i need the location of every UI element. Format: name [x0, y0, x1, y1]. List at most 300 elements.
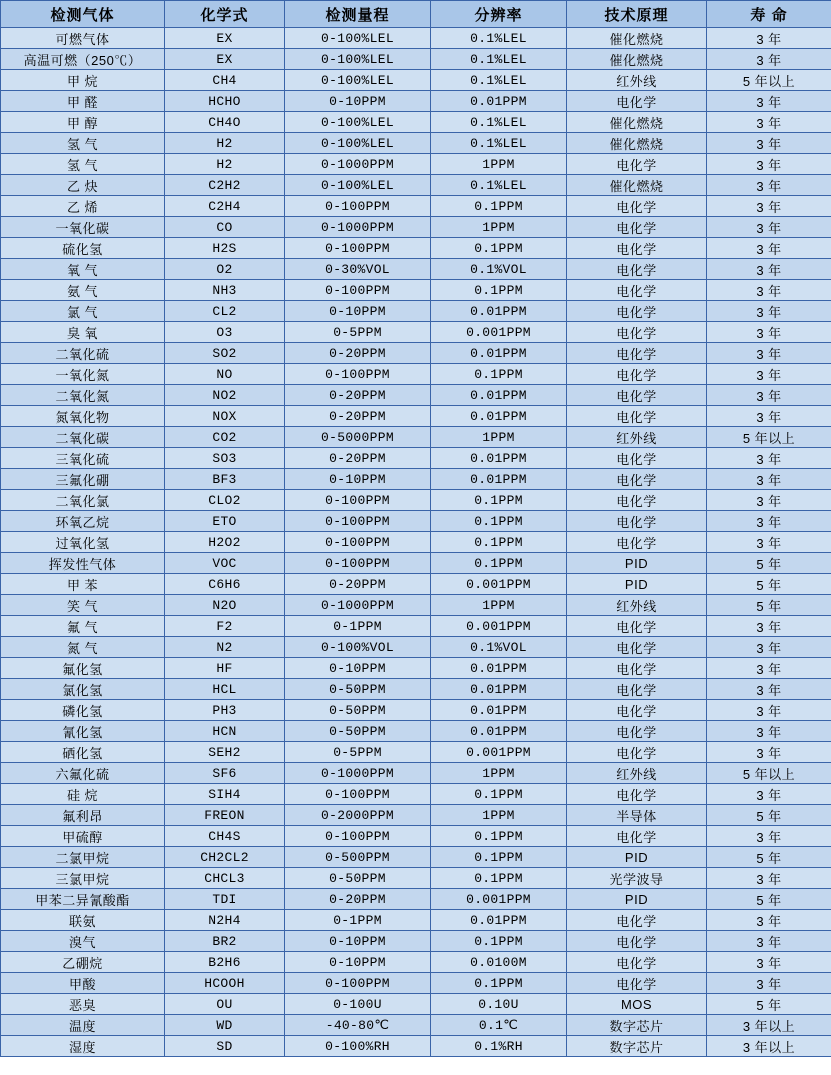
cell-detection-range: 0-100%RH [285, 1036, 431, 1057]
cell-resolution: 0.01PPM [431, 385, 567, 406]
cell-technology: 电化学 [567, 196, 707, 217]
cell-gas-name: 硅 烷 [1, 784, 165, 805]
cell-detection-range: 0-100PPM [285, 826, 431, 847]
cell-resolution: 0.1%LEL [431, 133, 567, 154]
table-header [1, 1, 831, 28]
cell-detection-range: 0-30%VOL [285, 259, 431, 280]
cell-detection-range: 0-1PPM [285, 910, 431, 931]
table-row [1, 448, 831, 469]
cell-gas-name: 硒化氢 [1, 742, 165, 763]
cell-resolution: 1PPM [431, 763, 567, 784]
cell-resolution: 0.1PPM [431, 238, 567, 259]
cell-resolution: 0.1PPM [431, 196, 567, 217]
table-row [1, 238, 831, 259]
cell-lifespan: 3 年 [707, 490, 831, 511]
cell-technology: 电化学 [567, 238, 707, 259]
cell-gas-name: 三氟化硼 [1, 469, 165, 490]
cell-technology: 电化学 [567, 322, 707, 343]
cell-resolution: 0.1PPM [431, 490, 567, 511]
cell-chemical-formula: SO3 [165, 448, 285, 469]
cell-resolution: 0.1%VOL [431, 259, 567, 280]
cell-chemical-formula: VOC [165, 553, 285, 574]
cell-lifespan: 3 年 [707, 826, 831, 847]
cell-resolution: 0.1PPM [431, 826, 567, 847]
cell-detection-range: 0-1PPM [285, 616, 431, 637]
cell-lifespan: 3 年 [707, 301, 831, 322]
cell-resolution: 0.1%LEL [431, 112, 567, 133]
cell-lifespan: 3 年 [707, 133, 831, 154]
cell-chemical-formula: HF [165, 658, 285, 679]
cell-detection-range: 0-100PPM [285, 784, 431, 805]
cell-gas-name: 二氯甲烷 [1, 847, 165, 868]
cell-technology: 电化学 [567, 406, 707, 427]
cell-technology: 电化学 [567, 259, 707, 280]
cell-gas-name: 乙 烯 [1, 196, 165, 217]
cell-gas-name: 挥发性气体 [1, 553, 165, 574]
cell-technology: 电化学 [567, 280, 707, 301]
column-header-technology: 技术原理 [567, 1, 707, 28]
cell-technology: 电化学 [567, 364, 707, 385]
cell-technology: 催化燃烧 [567, 175, 707, 196]
cell-chemical-formula: FREON [165, 805, 285, 826]
cell-technology: 电化学 [567, 616, 707, 637]
cell-detection-range: 0-100%LEL [285, 28, 431, 49]
cell-resolution: 0.1%LEL [431, 28, 567, 49]
cell-technology: 数字芯片 [567, 1036, 707, 1057]
cell-chemical-formula: N2H4 [165, 910, 285, 931]
cell-detection-range: 0-50PPM [285, 700, 431, 721]
cell-chemical-formula: CL2 [165, 301, 285, 322]
cell-lifespan: 3 年 [707, 868, 831, 889]
cell-chemical-formula: SF6 [165, 763, 285, 784]
table-row [1, 322, 831, 343]
cell-technology: 电化学 [567, 910, 707, 931]
cell-lifespan: 3 年 [707, 112, 831, 133]
table-row [1, 574, 831, 595]
cell-chemical-formula: CH4S [165, 826, 285, 847]
cell-detection-range: 0-50PPM [285, 721, 431, 742]
cell-gas-name: 湿度 [1, 1036, 165, 1057]
table-row [1, 700, 831, 721]
cell-resolution: 0.01PPM [431, 343, 567, 364]
table-row [1, 532, 831, 553]
table-row [1, 658, 831, 679]
cell-resolution: 1PPM [431, 217, 567, 238]
cell-detection-range: 0-100PPM [285, 553, 431, 574]
cell-lifespan: 5 年 [707, 553, 831, 574]
cell-technology: MOS [567, 994, 707, 1015]
cell-detection-range: 0-100PPM [285, 238, 431, 259]
table-row [1, 217, 831, 238]
cell-chemical-formula: CO2 [165, 427, 285, 448]
cell-resolution: 0.1%LEL [431, 70, 567, 91]
table-row [1, 175, 831, 196]
cell-resolution: 0.0100M [431, 952, 567, 973]
cell-detection-range: 0-20PPM [285, 889, 431, 910]
cell-technology: 电化学 [567, 154, 707, 175]
cell-technology: 电化学 [567, 469, 707, 490]
cell-resolution: 0.01PPM [431, 301, 567, 322]
table-row [1, 364, 831, 385]
cell-resolution: 0.01PPM [431, 91, 567, 112]
column-header-lifespan: 寿 命 [707, 1, 831, 28]
cell-chemical-formula: C2H2 [165, 175, 285, 196]
cell-gas-name: 六氟化硫 [1, 763, 165, 784]
cell-detection-range: 0-500PPM [285, 847, 431, 868]
cell-lifespan: 3 年 [707, 322, 831, 343]
cell-detection-range: 0-2000PPM [285, 805, 431, 826]
table-row [1, 28, 831, 49]
cell-resolution: 0.1PPM [431, 868, 567, 889]
cell-detection-range: 0-100PPM [285, 532, 431, 553]
cell-resolution: 0.1PPM [431, 847, 567, 868]
cell-detection-range: 0-1000PPM [285, 217, 431, 238]
cell-detection-range: 0-1000PPM [285, 595, 431, 616]
cell-technology: 电化学 [567, 490, 707, 511]
cell-technology: 红外线 [567, 427, 707, 448]
cell-gas-name: 甲 烷 [1, 70, 165, 91]
cell-lifespan: 3 年 [707, 364, 831, 385]
cell-gas-name: 溴气 [1, 931, 165, 952]
table-row [1, 490, 831, 511]
cell-detection-range: 0-10PPM [285, 952, 431, 973]
cell-detection-range: 0-10PPM [285, 301, 431, 322]
cell-gas-name: 氨 气 [1, 280, 165, 301]
table-row [1, 469, 831, 490]
cell-lifespan: 3 年 [707, 700, 831, 721]
table-row [1, 511, 831, 532]
table-row [1, 826, 831, 847]
cell-detection-range: 0-10PPM [285, 931, 431, 952]
cell-resolution: 0.1%LEL [431, 49, 567, 70]
table-row [1, 343, 831, 364]
cell-resolution: 0.1PPM [431, 364, 567, 385]
cell-gas-name: 氰化氢 [1, 721, 165, 742]
cell-gas-name: 硫化氢 [1, 238, 165, 259]
cell-lifespan: 3 年 [707, 217, 831, 238]
cell-technology: 电化学 [567, 448, 707, 469]
cell-gas-name: 可燃气体 [1, 28, 165, 49]
cell-chemical-formula: HCOOH [165, 973, 285, 994]
table-body [1, 28, 831, 1057]
cell-lifespan: 3 年 [707, 616, 831, 637]
table-row [1, 70, 831, 91]
table-row [1, 280, 831, 301]
cell-chemical-formula: CH2CL2 [165, 847, 285, 868]
cell-chemical-formula: CO [165, 217, 285, 238]
cell-lifespan: 3 年 [707, 259, 831, 280]
table-row [1, 679, 831, 700]
table-header-row [1, 1, 831, 28]
cell-lifespan: 3 年 [707, 721, 831, 742]
cell-detection-range: 0-5PPM [285, 322, 431, 343]
cell-lifespan: 3 年 [707, 28, 831, 49]
cell-detection-range: 0-10PPM [285, 91, 431, 112]
cell-lifespan: 5 年 [707, 574, 831, 595]
cell-resolution: 0.001PPM [431, 616, 567, 637]
cell-chemical-formula: H2S [165, 238, 285, 259]
cell-chemical-formula: C2H4 [165, 196, 285, 217]
cell-resolution: 0.1PPM [431, 280, 567, 301]
cell-lifespan: 3 年 [707, 952, 831, 973]
cell-gas-name: 甲硫醇 [1, 826, 165, 847]
cell-detection-range: 0-100PPM [285, 364, 431, 385]
table-row [1, 553, 831, 574]
cell-chemical-formula: CLO2 [165, 490, 285, 511]
cell-chemical-formula: O2 [165, 259, 285, 280]
cell-detection-range: 0-5PPM [285, 742, 431, 763]
column-header-resolution: 分辨率 [431, 1, 567, 28]
cell-gas-name: 氯 气 [1, 301, 165, 322]
cell-detection-range: 0-20PPM [285, 385, 431, 406]
cell-resolution: 0.01PPM [431, 658, 567, 679]
cell-resolution: 0.001PPM [431, 322, 567, 343]
cell-technology: 催化燃烧 [567, 28, 707, 49]
cell-lifespan: 3 年 [707, 469, 831, 490]
cell-chemical-formula: BR2 [165, 931, 285, 952]
cell-detection-range: 0-10PPM [285, 469, 431, 490]
cell-resolution: 1PPM [431, 595, 567, 616]
table-row [1, 301, 831, 322]
cell-gas-name: 笑 气 [1, 595, 165, 616]
cell-gas-name: 氯化氢 [1, 679, 165, 700]
cell-lifespan: 3 年 [707, 406, 831, 427]
cell-technology: 电化学 [567, 742, 707, 763]
cell-technology: 电化学 [567, 826, 707, 847]
cell-chemical-formula: H2 [165, 133, 285, 154]
cell-chemical-formula: NO2 [165, 385, 285, 406]
cell-detection-range: 0-20PPM [285, 343, 431, 364]
cell-lifespan: 3 年 [707, 532, 831, 553]
cell-lifespan: 5 年 [707, 847, 831, 868]
table-row [1, 91, 831, 112]
cell-gas-name: 甲酸 [1, 973, 165, 994]
cell-resolution: 0.01PPM [431, 448, 567, 469]
cell-resolution: 0.01PPM [431, 469, 567, 490]
cell-resolution: 0.1%VOL [431, 637, 567, 658]
cell-lifespan: 3 年 [707, 637, 831, 658]
cell-technology: 电化学 [567, 385, 707, 406]
cell-detection-range: 0-20PPM [285, 406, 431, 427]
cell-resolution: 0.001PPM [431, 742, 567, 763]
cell-gas-name: 二氧化氯 [1, 490, 165, 511]
cell-technology: 电化学 [567, 784, 707, 805]
cell-detection-range: -40-80℃ [285, 1015, 431, 1036]
column-header-gas-name: 检测气体 [1, 1, 165, 28]
cell-lifespan: 3 年 [707, 511, 831, 532]
cell-gas-name: 过氧化氢 [1, 532, 165, 553]
cell-chemical-formula: HCHO [165, 91, 285, 112]
cell-chemical-formula: NOX [165, 406, 285, 427]
cell-technology: 电化学 [567, 532, 707, 553]
cell-chemical-formula: HCL [165, 679, 285, 700]
cell-chemical-formula: PH3 [165, 700, 285, 721]
cell-lifespan: 3 年 [707, 973, 831, 994]
cell-gas-name: 恶臭 [1, 994, 165, 1015]
cell-detection-range: 0-100%LEL [285, 133, 431, 154]
column-header-chemical-formula: 化学式 [165, 1, 285, 28]
cell-resolution: 0.1PPM [431, 784, 567, 805]
cell-detection-range: 0-100%LEL [285, 49, 431, 70]
table-row [1, 385, 831, 406]
cell-technology: 电化学 [567, 679, 707, 700]
cell-technology: 红外线 [567, 70, 707, 91]
cell-lifespan: 3 年 [707, 658, 831, 679]
table-row [1, 427, 831, 448]
cell-gas-name: 氟 气 [1, 616, 165, 637]
cell-gas-name: 氢 气 [1, 154, 165, 175]
cell-technology: 电化学 [567, 952, 707, 973]
cell-lifespan: 5 年 [707, 994, 831, 1015]
cell-gas-name: 高温可燃（250℃） [1, 49, 165, 70]
cell-chemical-formula: CHCL3 [165, 868, 285, 889]
cell-chemical-formula: WD [165, 1015, 285, 1036]
cell-lifespan: 5 年 [707, 805, 831, 826]
cell-resolution: 0.1%LEL [431, 175, 567, 196]
cell-detection-range: 0-100PPM [285, 511, 431, 532]
cell-detection-range: 0-100PPM [285, 280, 431, 301]
cell-detection-range: 0-100%VOL [285, 637, 431, 658]
column-header-detection-range: 检测量程 [285, 1, 431, 28]
cell-lifespan: 3 年 [707, 742, 831, 763]
cell-chemical-formula: B2H6 [165, 952, 285, 973]
table-row [1, 259, 831, 280]
cell-resolution: 0.1PPM [431, 532, 567, 553]
cell-lifespan: 3 年 [707, 238, 831, 259]
cell-detection-range: 0-50PPM [285, 679, 431, 700]
cell-lifespan: 5 年以上 [707, 427, 831, 448]
table-row [1, 973, 831, 994]
cell-chemical-formula: TDI [165, 889, 285, 910]
cell-detection-range: 0-100PPM [285, 196, 431, 217]
cell-technology: PID [567, 553, 707, 574]
cell-lifespan: 3 年 [707, 343, 831, 364]
cell-lifespan: 3 年 [707, 154, 831, 175]
cell-chemical-formula: SO2 [165, 343, 285, 364]
cell-chemical-formula: NH3 [165, 280, 285, 301]
cell-lifespan: 3 年 [707, 448, 831, 469]
cell-lifespan: 3 年 [707, 910, 831, 931]
cell-resolution: 1PPM [431, 154, 567, 175]
cell-gas-name: 环氧乙烷 [1, 511, 165, 532]
cell-detection-range: 0-1000PPM [285, 154, 431, 175]
cell-detection-range: 0-100U [285, 994, 431, 1015]
table-row [1, 763, 831, 784]
cell-detection-range: 0-20PPM [285, 574, 431, 595]
cell-chemical-formula: HCN [165, 721, 285, 742]
cell-technology: 光学波导 [567, 868, 707, 889]
cell-lifespan: 3 年 [707, 91, 831, 112]
cell-gas-name: 氟化氢 [1, 658, 165, 679]
table-row [1, 952, 831, 973]
cell-gas-name: 二氧化氮 [1, 385, 165, 406]
cell-technology: 半导体 [567, 805, 707, 826]
table-row [1, 196, 831, 217]
cell-chemical-formula: N2 [165, 637, 285, 658]
table-row [1, 847, 831, 868]
cell-resolution: 0.01PPM [431, 721, 567, 742]
cell-resolution: 0.01PPM [431, 406, 567, 427]
cell-technology: PID [567, 889, 707, 910]
cell-detection-range: 0-100%LEL [285, 175, 431, 196]
cell-technology: 电化学 [567, 91, 707, 112]
cell-gas-name: 乙硼烷 [1, 952, 165, 973]
cell-chemical-formula: ETO [165, 511, 285, 532]
cell-technology: 电化学 [567, 343, 707, 364]
cell-resolution: 1PPM [431, 427, 567, 448]
cell-gas-name: 氮 气 [1, 637, 165, 658]
cell-resolution: 0.1%RH [431, 1036, 567, 1057]
table-row [1, 994, 831, 1015]
cell-technology: 红外线 [567, 763, 707, 784]
cell-gas-name: 氧 气 [1, 259, 165, 280]
cell-gas-name: 二氧化硫 [1, 343, 165, 364]
cell-resolution: 0.1℃ [431, 1015, 567, 1036]
cell-lifespan: 3 年 [707, 679, 831, 700]
cell-detection-range: 0-5000PPM [285, 427, 431, 448]
cell-detection-range: 0-10PPM [285, 658, 431, 679]
cell-gas-name: 甲 醇 [1, 112, 165, 133]
cell-gas-name: 乙 炔 [1, 175, 165, 196]
cell-chemical-formula: CH4O [165, 112, 285, 133]
cell-chemical-formula: SEH2 [165, 742, 285, 763]
cell-technology: 电化学 [567, 700, 707, 721]
cell-technology: 催化燃烧 [567, 133, 707, 154]
cell-gas-name: 氢 气 [1, 133, 165, 154]
cell-gas-name: 甲 醛 [1, 91, 165, 112]
cell-resolution: 0.001PPM [431, 889, 567, 910]
cell-resolution: 0.01PPM [431, 700, 567, 721]
cell-detection-range: 0-20PPM [285, 448, 431, 469]
cell-gas-name: 磷化氢 [1, 700, 165, 721]
cell-technology: 电化学 [567, 658, 707, 679]
cell-technology: 数字芯片 [567, 1015, 707, 1036]
cell-detection-range: 0-100PPM [285, 490, 431, 511]
cell-technology: 电化学 [567, 721, 707, 742]
table-row [1, 133, 831, 154]
cell-chemical-formula: BF3 [165, 469, 285, 490]
cell-lifespan: 3 年 [707, 280, 831, 301]
cell-technology: 电化学 [567, 511, 707, 532]
cell-technology: PID [567, 574, 707, 595]
table-row [1, 406, 831, 427]
cell-technology: 电化学 [567, 931, 707, 952]
table-row [1, 49, 831, 70]
cell-gas-name: 甲 苯 [1, 574, 165, 595]
cell-detection-range: 0-50PPM [285, 868, 431, 889]
cell-technology: 电化学 [567, 973, 707, 994]
cell-chemical-formula: H2 [165, 154, 285, 175]
table-row [1, 868, 831, 889]
cell-chemical-formula: EX [165, 28, 285, 49]
cell-gas-name: 氮氧化物 [1, 406, 165, 427]
cell-lifespan: 5 年 [707, 595, 831, 616]
cell-gas-name: 一氧化氮 [1, 364, 165, 385]
table-row [1, 616, 831, 637]
table-row [1, 910, 831, 931]
table-row [1, 742, 831, 763]
cell-lifespan: 5 年以上 [707, 763, 831, 784]
table-row [1, 889, 831, 910]
cell-chemical-formula: O3 [165, 322, 285, 343]
table-row [1, 637, 831, 658]
cell-resolution: 0.1PPM [431, 511, 567, 532]
cell-gas-name: 联氨 [1, 910, 165, 931]
cell-resolution: 0.1PPM [431, 553, 567, 574]
cell-chemical-formula: C6H6 [165, 574, 285, 595]
cell-gas-name: 温度 [1, 1015, 165, 1036]
cell-lifespan: 3 年 [707, 175, 831, 196]
